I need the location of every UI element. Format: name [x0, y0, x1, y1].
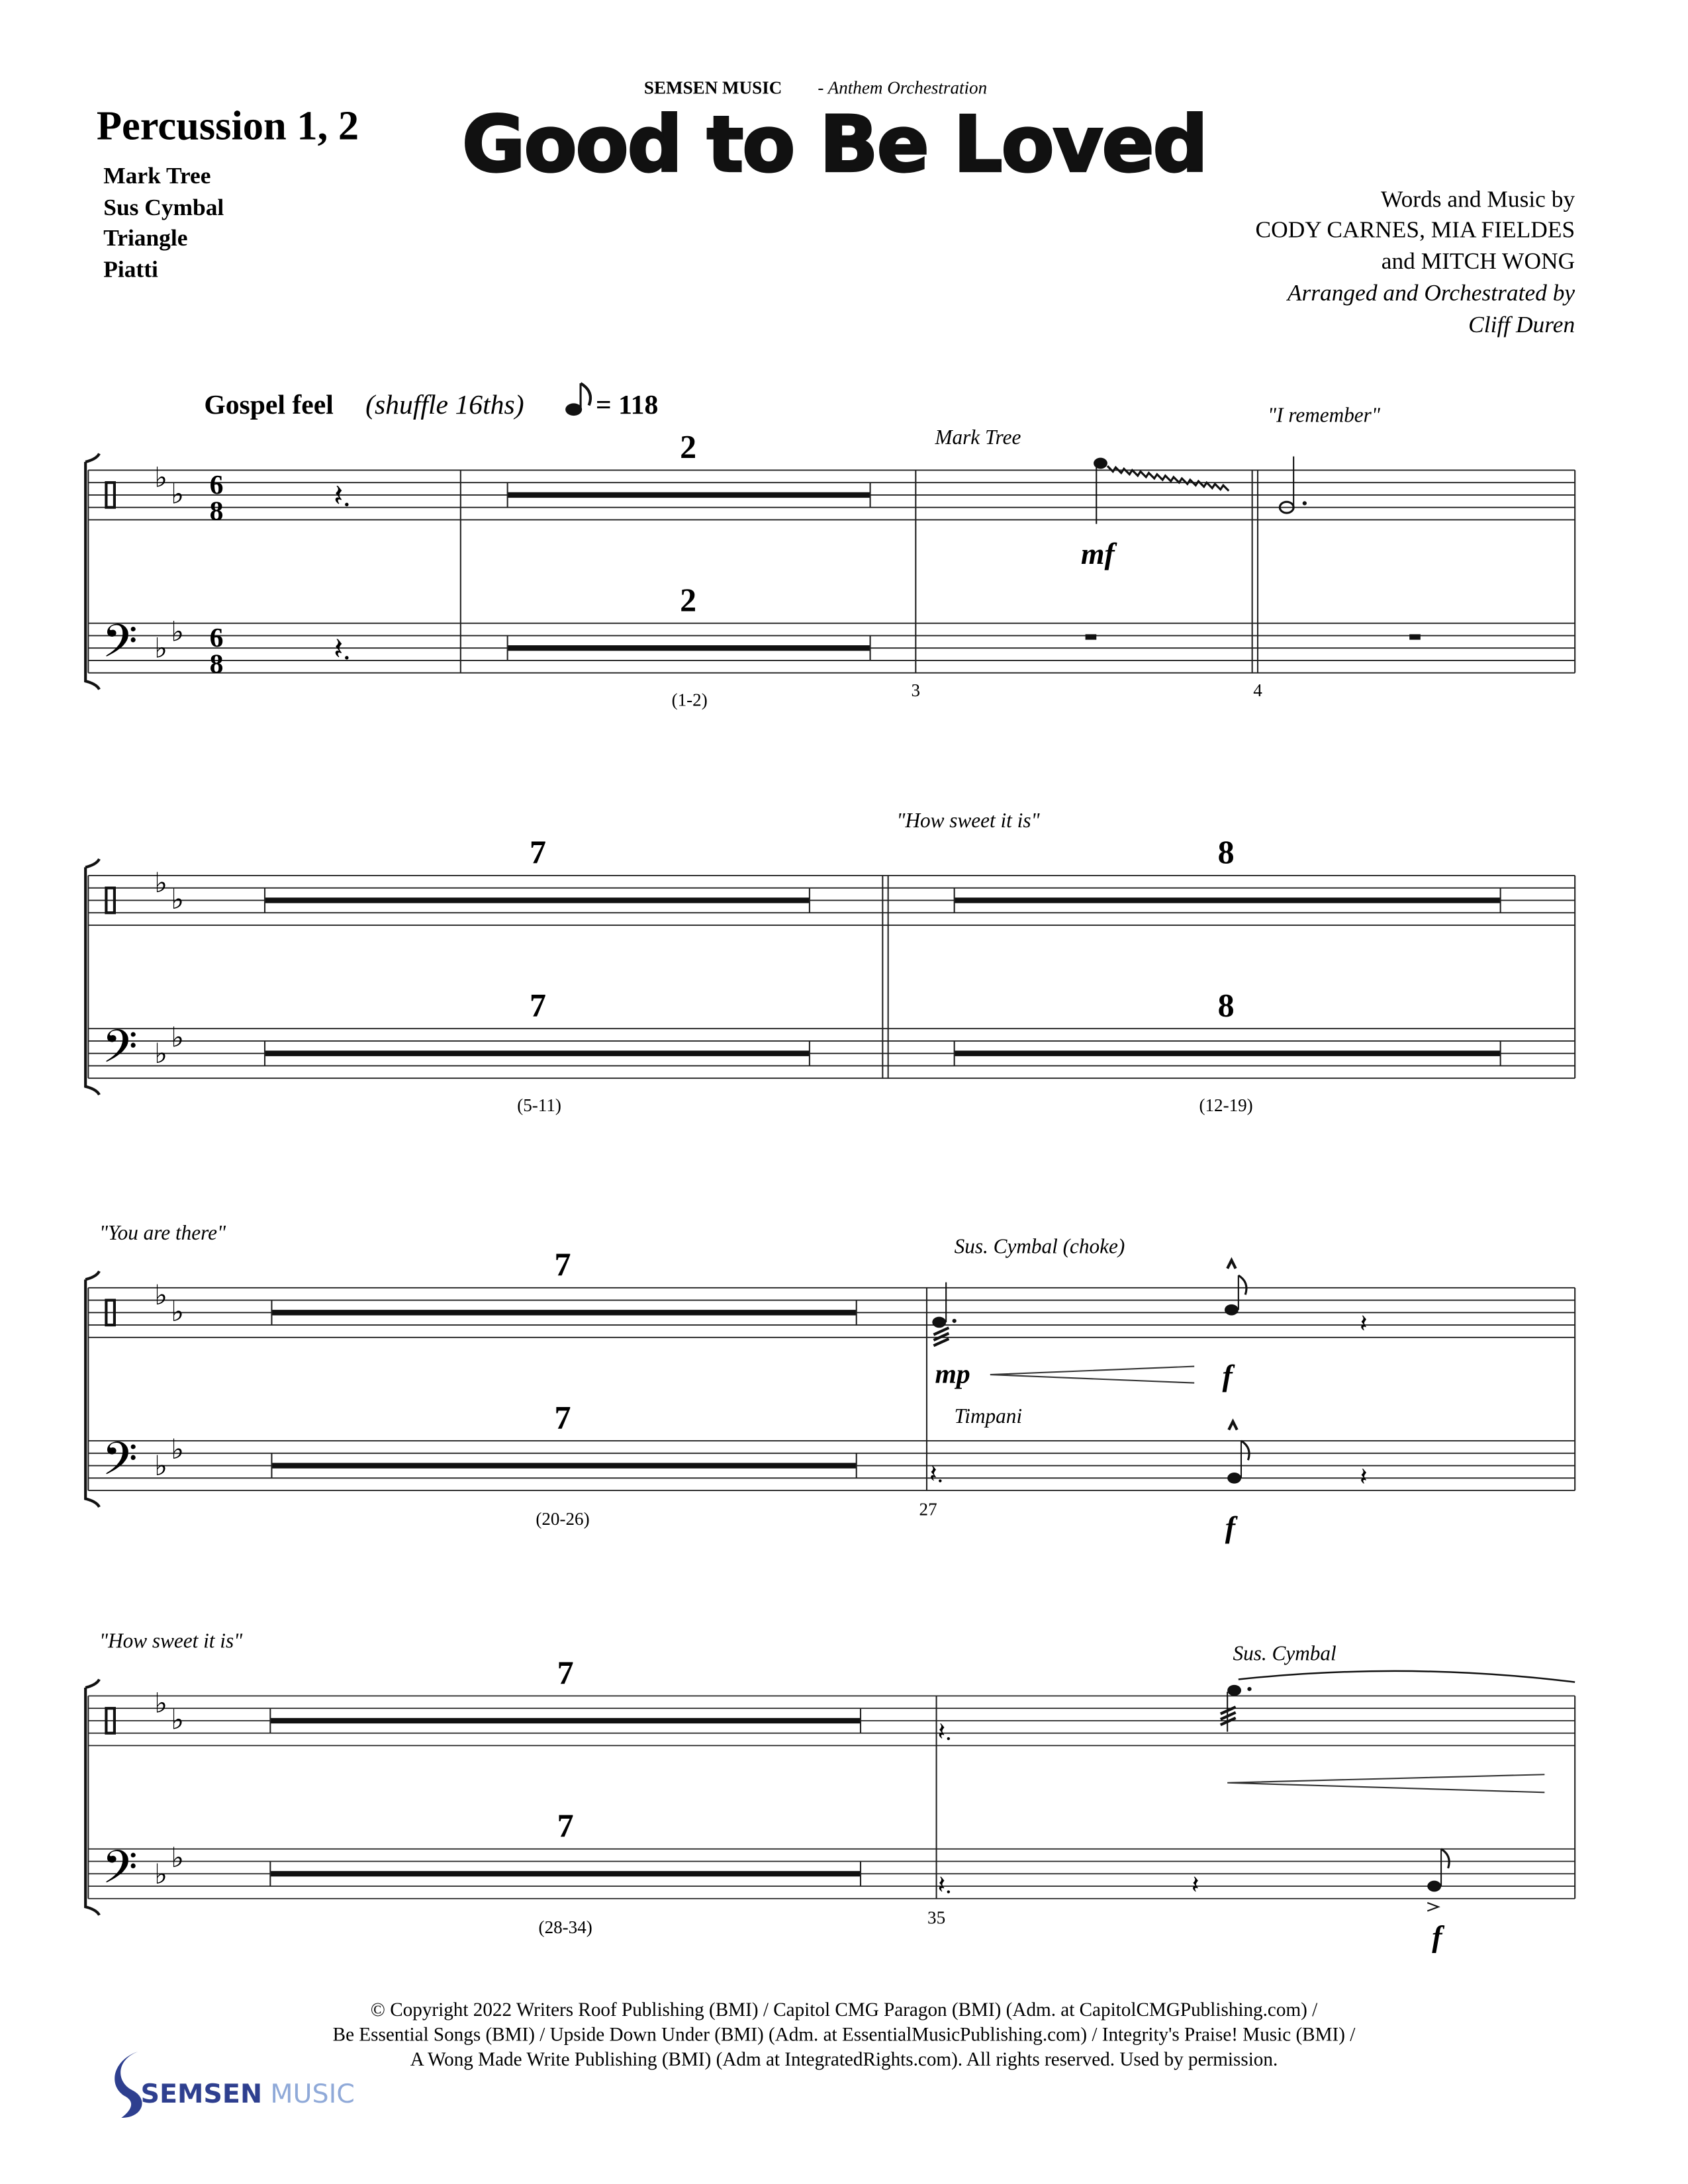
dynamic-marking: f [1225, 1510, 1235, 1544]
flat-icon: ♭ [171, 884, 184, 915]
bass-clef-icon: 𝄢 [102, 1020, 138, 1085]
time-signature-bottom: 8 [209, 649, 224, 680]
dynamic-marking: mf [1080, 537, 1115, 571]
flat-icon: ♭ [154, 633, 167, 664]
song-title: Good to Be Loved [461, 99, 1207, 190]
flat-icon: ♭ [171, 1435, 184, 1466]
quarter-dotted-rest: 𝄽. [334, 631, 351, 666]
lyric-cue: "How sweet it is" [896, 809, 1040, 833]
flat-icon: ♭ [154, 1451, 167, 1482]
dynamic-marking: f [1432, 1919, 1442, 1954]
multirest-count: 7 [557, 1807, 574, 1844]
lyric-cue: "You are there" [99, 1220, 226, 1244]
instrument-cue: Timpani [954, 1404, 1023, 1428]
svg-text:MUSIC: MUSIC [270, 2079, 355, 2110]
measure-number: 3 [911, 680, 921, 701]
measure-range: (1-2) [671, 690, 708, 710]
time-signature-top: 6 [209, 469, 224, 500]
dynamic-marking: mp [935, 1359, 970, 1390]
quarter-dotted-rest: 𝄽. [334, 478, 351, 513]
multirest-count: 8 [1217, 833, 1235, 871]
flat-icon: ♭ [171, 1023, 184, 1054]
instrument-list-item: Piatti [103, 255, 158, 283]
copyright-line: A Wong Made Write Publishing (BMI) (Adm at IntegratedRights.com). All rights reserved. Used by permission. [410, 2048, 1278, 2070]
series-name: - Anthem Orchestration [818, 77, 988, 98]
lyric-cue: "How sweet it is" [99, 1629, 243, 1653]
tempo-value: = 118 [596, 390, 659, 421]
arranger-line: Cliff Duren [1468, 311, 1575, 338]
svg-text:𝄽: 𝄽 [1360, 1463, 1368, 1491]
copyright-line: © Copyright 2022 Writers Roof Publishing (BMI) / Capitol CMG Paragon (BMI) (Adm. at CapitolCMGPublishing.com) / [370, 1999, 1318, 2021]
multirest-count: 2 [680, 428, 697, 465]
trill-gliss-note [1094, 457, 1307, 524]
svg-text:𝄽: 𝄽 [1192, 1872, 1199, 1899]
multirest-count: 7 [554, 1246, 571, 1283]
flat-icon: ♭ [171, 1705, 184, 1736]
credits-line: Words and Music by [1381, 185, 1575, 212]
measure-range: (20-26) [536, 1509, 590, 1529]
instrument-list-item: Sus Cymbal [103, 194, 224, 221]
arranger-line: Arranged and Orchestrated by [1287, 279, 1575, 306]
dynamic-marking: f [1222, 1358, 1233, 1392]
time-signature-top: 6 [209, 623, 224, 654]
time-signature-bottom: 8 [209, 496, 224, 527]
notes-measure-27 [929, 1260, 1367, 1491]
flat-icon: ♭ [171, 479, 184, 510]
svg-text:SEMSEN: SEMSEN [140, 2079, 263, 2110]
instrument-cue: Sus. Cymbal [1233, 1641, 1336, 1665]
bass-clef-icon: 𝄢 [102, 1841, 138, 1905]
flat-icon: ♭ [171, 1297, 184, 1328]
tempo-style: Gospel feel [204, 390, 334, 421]
measure-range: (28-34) [538, 1917, 592, 1937]
svg-text:𝄽: 𝄽 [1360, 1310, 1368, 1338]
measure-number: 4 [1253, 680, 1262, 701]
flat-icon: ♭ [154, 1688, 167, 1719]
instrument-list-item: Mark Tree [103, 162, 211, 189]
copyright-line: Be Essential Songs (BMI) / Upside Down Under (BMI) (Adm. at EssentialMusicPublishing.com) / Integrity's Praise! Music (BMI) / [332, 2024, 1356, 2046]
flat-icon: ♭ [154, 1280, 167, 1311]
multirest-count: 7 [557, 1653, 574, 1691]
instrument-cue: Mark Tree [935, 425, 1021, 449]
flat-icon: ♭ [171, 1843, 184, 1874]
instrument-cue: Sus. Cymbal (choke) [954, 1234, 1125, 1258]
bass-clef-icon: 𝄢 [102, 615, 138, 680]
instrument-list-item: Triangle [103, 224, 188, 251]
semsen-music-logo [115, 2052, 355, 2118]
tempo-note: (shuffle 16ths) [365, 390, 524, 421]
multirest-count: 7 [530, 986, 546, 1024]
lyric-cue: "I remember" [1268, 403, 1380, 427]
measure-range: (5-11) [517, 1095, 561, 1116]
measure-range: (12-19) [1199, 1095, 1253, 1116]
part-name: Percussion 1, 2 [96, 102, 359, 149]
svg-text:𝄽.: 𝄽. [929, 1461, 944, 1488]
publisher-name: SEMSEN MUSIC [643, 77, 782, 98]
bass-clef-icon: 𝄢 [102, 1432, 138, 1497]
notes-measure-35 [938, 1671, 1575, 1911]
flat-icon: ♭ [154, 463, 167, 494]
crescendo-hairpin [990, 1367, 1194, 1383]
flat-icon: ♭ [171, 617, 184, 648]
eighth-note-icon [565, 383, 590, 416]
flat-icon: ♭ [154, 1859, 167, 1890]
measure-number: 27 [919, 1499, 937, 1520]
multirest-count: 7 [530, 833, 546, 871]
credits-line: CODY CARNES, MIA FIELDES [1255, 216, 1575, 243]
credits-line: and MITCH WONG [1381, 248, 1575, 275]
svg-text:𝄽.: 𝄽. [937, 1719, 952, 1747]
svg-text:𝄽.: 𝄽. [937, 1872, 952, 1899]
flat-icon: ♭ [154, 868, 167, 899]
multirest-count: 8 [1217, 986, 1235, 1024]
measure-number: 35 [927, 1907, 946, 1928]
multirest-count: 2 [680, 580, 697, 618]
staves [85, 453, 1575, 1915]
multirest-count: 7 [554, 1398, 571, 1436]
flat-icon: ♭ [154, 1039, 167, 1070]
